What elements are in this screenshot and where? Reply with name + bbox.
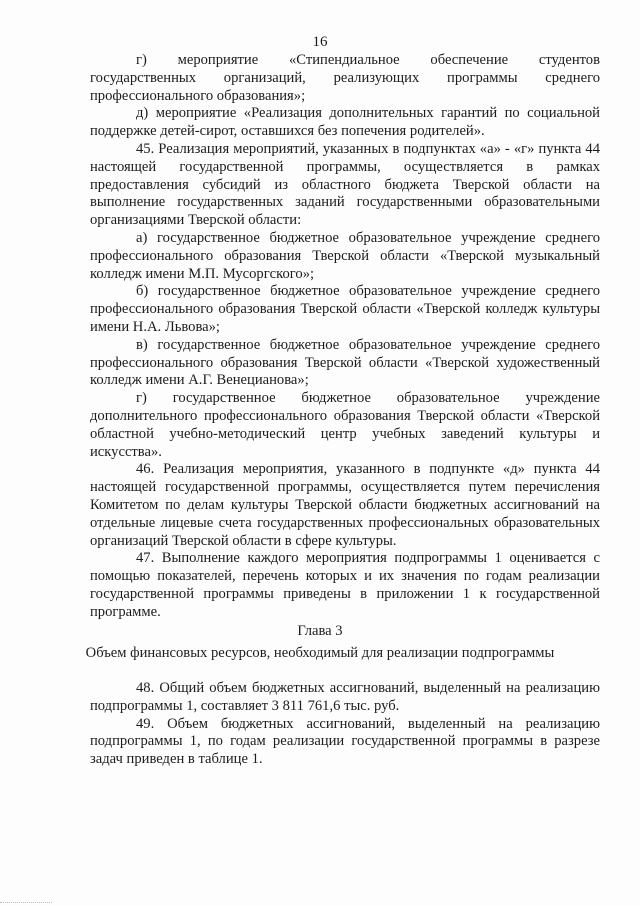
paragraph-47: 47. Выполнение каждого мероприятия подпрограммы 1 оценивается с помощью показателей, перечень которых и их значения по годам реализации государственной программы приведены в приложении 1 к государственной программе.	[90, 550, 600, 620]
chapter-title: Глава 3	[297, 623, 343, 639]
body-section-main	[90, 52, 600, 622]
paragraph-48: 48. Общий объем бюджетных ассигнований, выделенный на реализацию подпрограммы 1, составляет 3 811 761,6 тыс. руб.	[90, 680, 600, 714]
scan-edge-mark	[0, 902, 52, 903]
paragraph-45-g: г) государственное бюджетное образовательное учреждение дополнительного профессионального образования Тверской области «Тверской областной учебно-методический центр учебных заведений культуры и искусства».	[90, 390, 600, 460]
paragraph-45-a: а) государственное бюджетное образовательное учреждение среднего профессионального образования Тверской области «Тверской музыкальный колледж имени М.П. Мусоргского»;	[90, 229, 600, 282]
body-section-chapter-3	[90, 680, 600, 769]
chapter-subtitle: Объем финансовых ресурсов, необходимый для реализации подпрограммы	[85, 645, 555, 661]
paragraph-45: 45. Реализация мероприятий, указанных в подпунктах «а» - «г» пункта 44 настоящей государственной программы, осуществляется в рамках предоставления субсидий из областного бюджета Тверской области на выполнение государственных заданий государственными образовательными организациями Тверской области:	[90, 140, 600, 229]
paragraph-45-b: б) государственное бюджетное образовательное учреждение среднего профессионального образования Тверской области «Тверской колледж культуры имени Н.А. Львова»;	[90, 283, 600, 335]
paragraph-item-d: д) мероприятие «Реализация дополнительных гарантий по социальной поддержке детей-сирот, оставшихся без попечения родителей».	[90, 105, 600, 140]
page-number: 16	[312, 34, 328, 50]
paragraph-45-v: в) государственное бюджетное образовательное учреждение среднего профессионального образования Тверской области «Тверской художественный колледж имени А.Г. Венецианова»;	[90, 336, 600, 389]
paragraph-46: 46. Реализация мероприятия, указанного в подпункте «д» пункта 44 настоящей государственной программы, осуществляется путем перечисления Комитетом по делам культуры Тверской области бюджетных ассигнований на отдельные лицевые счета государственных профессиональных образовательных организаций Тверской области в сфере культуры.	[90, 461, 600, 549]
paragraph-49: 49. Объем бюджетных ассигнований, выделенный на реализацию подпрограммы 1, по годам реализации государственной программы в разрезе задач приведен в таблице 1.	[90, 715, 600, 768]
paragraph-item-g: г) мероприятие «Стипендиальное обеспечение студентов государственных организаций, реализующих программы среднего профессионального образования»;	[90, 52, 600, 104]
